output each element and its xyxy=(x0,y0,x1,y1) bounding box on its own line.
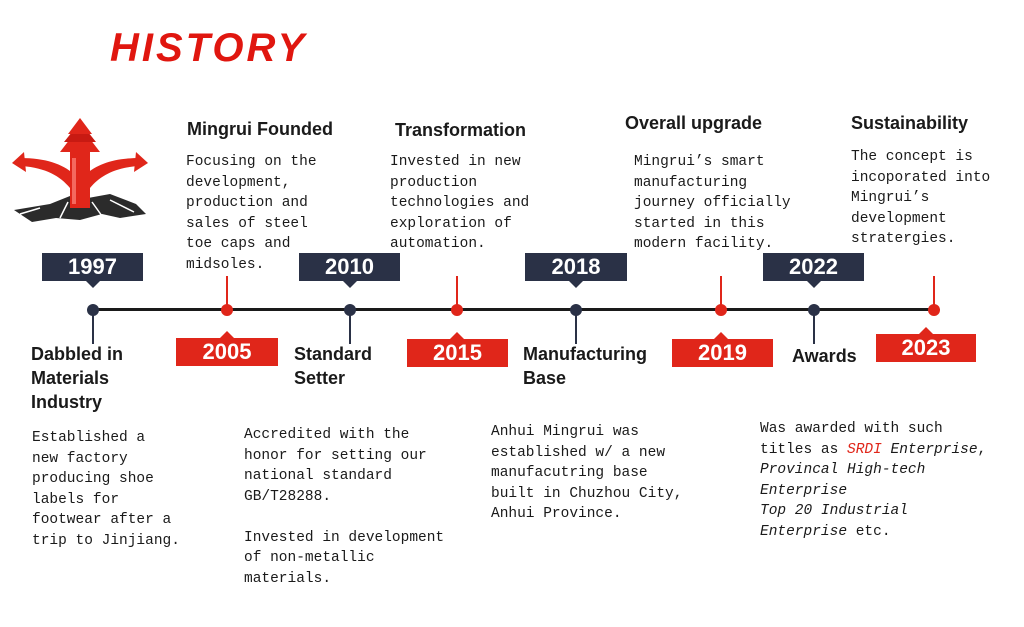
milestone-text-2005: Focusing on the development, production and sales of steel toe caps and midsoles. xyxy=(186,154,317,273)
award-text-intro: Was awarded with such titles as xyxy=(760,421,943,458)
award-etc: etc. xyxy=(847,523,891,540)
timeline-dot-1997 xyxy=(87,304,99,316)
badge-pointer xyxy=(569,281,583,288)
milestone-heading-2022: Awards xyxy=(792,346,857,366)
year-badge-2005: 2005 xyxy=(176,338,278,366)
badge-pointer xyxy=(220,331,234,338)
badge-pointer xyxy=(450,332,464,339)
milestone-heading-2015: Transformation xyxy=(395,120,527,140)
milestone-heading-2005: Mingrui Founded xyxy=(187,119,333,139)
timeline-dot-2005 xyxy=(221,304,233,316)
timeline-dot-2019 xyxy=(715,304,727,316)
milestone-text-2010: Accredited with the honor for setting our national standard GB/T28288. Invested in development of non-metallic materials. xyxy=(244,427,445,587)
timeline-dot-2010 xyxy=(344,304,356,316)
timeline-dot-2023 xyxy=(928,304,940,316)
badge-pointer xyxy=(714,332,728,339)
year-badge-2015: 2015 xyxy=(407,339,508,367)
milestone-text-1997: Established a new factory producing shoe labels for footwear after a trip to Jinjiang. xyxy=(32,430,180,549)
badge-pointer xyxy=(86,281,100,288)
badge-pointer xyxy=(919,327,933,334)
growth-arrow-cracked-ground-icon xyxy=(10,118,150,228)
milestone-heading-1997: Dabbled in Materials Industry xyxy=(31,344,124,412)
milestone-text-2023: The concept is incoporated into Mingrui’s development stratergies. xyxy=(851,149,991,247)
award-titles: Provincal High-tech Enterprise Top 20 Industrial Enterprise xyxy=(760,462,926,540)
milestone-heading-2018: Manufacturing Base xyxy=(523,344,647,388)
milestone-text-2019: Mingrui’s smart manufacturing journey officially started in this modern facility. xyxy=(634,154,791,252)
milestone-heading-2023: Sustainability xyxy=(851,113,969,133)
year-badge-2010: 2010 xyxy=(299,253,400,281)
badge-pointer xyxy=(343,281,357,288)
year-badge-1997: 1997 xyxy=(42,253,143,281)
year-badge-2022: 2022 xyxy=(763,253,864,281)
page-title: HISTORY xyxy=(110,26,308,70)
timeline-dot-2018 xyxy=(570,304,582,316)
timeline-dot-2022 xyxy=(808,304,820,316)
year-badge-2018: 2018 xyxy=(525,253,627,281)
milestone-heading-2010: Standard Setter xyxy=(294,344,373,388)
award-srdi-enterprise: Enterprise xyxy=(881,441,978,458)
award-separator: , xyxy=(977,441,987,458)
timeline-dot-2015 xyxy=(451,304,463,316)
milestone-text-2022 xyxy=(760,419,986,542)
milestone-heading-2019: Overall upgrade xyxy=(625,113,763,133)
year-badge-2023: 2023 xyxy=(876,334,976,362)
year-badge-2019: 2019 xyxy=(672,339,773,367)
award-srdi: SRDI xyxy=(847,441,882,458)
milestone-text-2015: Invested in new production technologies and exploration of automation. xyxy=(390,154,530,252)
badge-pointer xyxy=(807,281,821,288)
milestone-text-2018: Anhui Mingrui was established w/ a new manufacutring base built in Chuzhou City, Anhui Province. xyxy=(491,424,683,522)
